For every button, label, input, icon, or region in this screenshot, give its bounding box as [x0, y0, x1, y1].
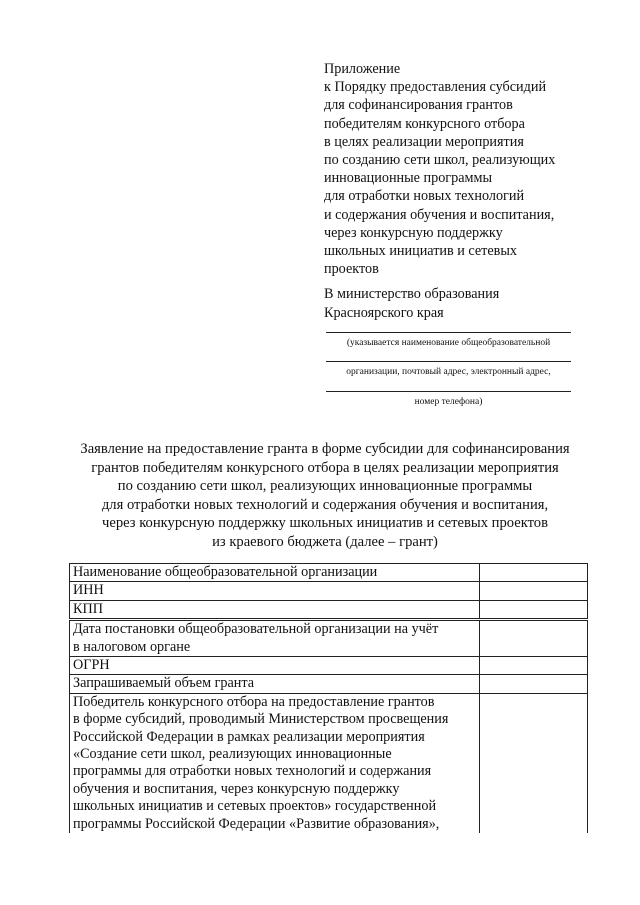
appendix-line: по созданию сети школ, реализующих — [324, 152, 556, 169]
appendix-line: в целях реализации мероприятия — [324, 133, 524, 150]
appendix-header — [324, 60, 624, 278]
appendix-line: Приложение — [324, 61, 401, 77]
table-row — [70, 564, 588, 582]
table-row — [70, 620, 588, 657]
addressee-line: В министерство образования — [324, 286, 500, 302]
row-value-kpp[interactable] — [480, 600, 588, 619]
appendix-line: для софинансирования грантов — [324, 97, 513, 114]
row-value-tax-registration-date[interactable] — [480, 620, 588, 657]
row-label-tax-registration-date — [70, 620, 480, 657]
table-row — [70, 675, 588, 693]
addressee-block — [324, 285, 624, 323]
label-line: программы Российской Федерации «Развитие образования», — [73, 815, 440, 832]
label-line: обучения и воспитания, через конкурсную поддержку — [73, 780, 400, 797]
appendix-line: для отработки новых технологий — [324, 188, 525, 205]
fill-in-line[interactable] — [326, 332, 571, 333]
label-line: программы для отработки новых технологий и содержания — [73, 763, 432, 780]
statement-line: Заявление на предоставление гранта в форме субсидии для софинансирования — [80, 441, 570, 457]
grant-application-table — [69, 563, 588, 833]
label-line: в налоговом органе — [73, 638, 191, 655]
statement-line: через конкурсную поддержку школьных инициатив и сетевых проектов — [102, 515, 548, 532]
row-value-competition-winner[interactable] — [480, 693, 588, 833]
appendix-line: через конкурсную поддержку — [324, 224, 503, 241]
row-label-competition-winner — [70, 693, 480, 833]
row-value-ogrn[interactable] — [480, 657, 588, 675]
addressee-line: Красноярского края — [324, 305, 444, 321]
table-row — [70, 657, 588, 675]
statement-line: по созданию сети школ, реализующих инновационные программы — [117, 478, 533, 495]
row-label-kpp: КПП — [70, 600, 480, 619]
row-value-inn[interactable] — [480, 582, 588, 600]
row-label-inn: ИНН — [70, 582, 480, 600]
fill-in-hint: организации, почтовый адрес, электронный адрес, — [346, 367, 551, 377]
label-line: Победитель конкурсного отбора на предоставление грантов — [73, 693, 435, 710]
row-label-grant-amount: Запрашиваемый объем гранта — [70, 675, 480, 693]
row-value-grant-amount[interactable] — [480, 675, 588, 693]
label-line: Российской Федерации в рамках реализации мероприятия — [73, 728, 425, 745]
row-value-org-name[interactable] — [480, 564, 588, 582]
statement-line: грантов победителям конкурсного отбора в целях реализации мероприятия — [91, 459, 559, 476]
row-label-org-name: Наименование общеобразовательной организации — [70, 564, 480, 582]
fill-in-hint: (указывается наименование общеобразовательной — [346, 338, 551, 348]
fill-in-line[interactable] — [326, 361, 571, 362]
label-line: в форме субсидий, проводимый Министерством просвещения — [73, 711, 449, 728]
appendix-line: школьных инициатив и сетевых — [324, 243, 517, 260]
appendix-line: и содержания обучения и воспитания, — [324, 206, 555, 223]
appendix-line: проектов — [324, 261, 379, 278]
statement-line: из краевого бюджета (далее – грант) — [212, 533, 438, 550]
row-label-ogrn: ОГРН — [70, 657, 480, 675]
label-line: «Создание сети школ, реализующих инновационные — [73, 746, 392, 763]
statement-title — [40, 440, 610, 552]
label-line: школьных инициатив и сетевых проектов» государственной — [73, 798, 437, 815]
fill-in-line[interactable] — [326, 391, 571, 392]
fill-in-hint: номер телефона) — [414, 397, 483, 407]
table-row — [70, 693, 588, 833]
appendix-line: к Порядку предоставления субсидий — [324, 79, 547, 96]
label-line: Дата постановки общеобразовательной организации на учёт — [73, 621, 439, 638]
appendix-line: победителям конкурсного отбора — [324, 115, 525, 132]
table-row — [70, 600, 588, 619]
appendix-line: инновационные программы — [324, 170, 492, 187]
statement-line: для отработки новых технологий и содержания обучения и воспитания, — [101, 496, 549, 513]
table-row — [70, 582, 588, 600]
